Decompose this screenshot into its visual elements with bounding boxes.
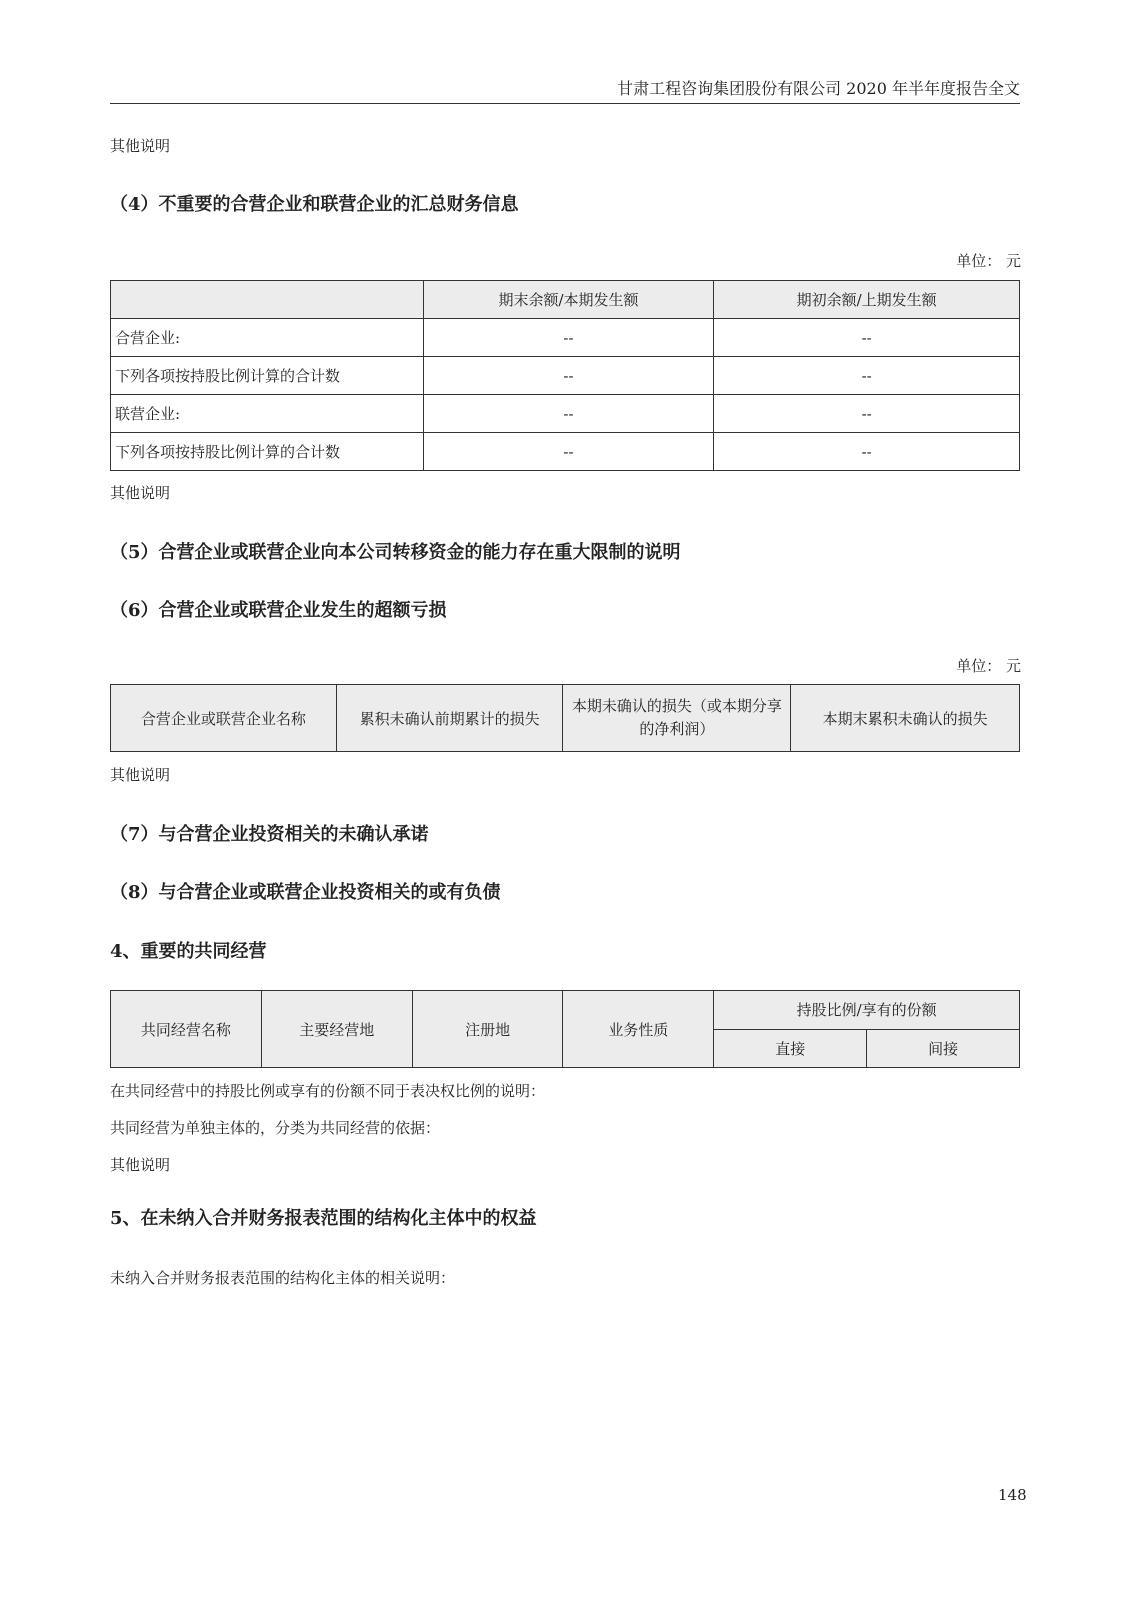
table-row — [111, 357, 1020, 395]
header-cell-accumulated-loss: 本期末累积未确认的损失 — [791, 685, 1020, 752]
row-begin-value: -- — [714, 395, 1020, 433]
header-cell-current-loss: 本期未确认的损失（或本期分享的净利润） — [563, 685, 791, 752]
other-note-2: 其他说明 — [110, 484, 171, 502]
row-end-value: -- — [423, 395, 714, 433]
header-cell-end: 期末余额/本期发生额 — [423, 281, 714, 319]
joint-note-2: 共同经营为单独主体的，分类为共同经营的依据： — [110, 1119, 441, 1137]
part-5-title: 5、在未纳入合并财务报表范围的结构化主体中的权益 — [110, 1208, 537, 1229]
row-label: 下列各项按持股比例计算的合计数 — [111, 357, 424, 395]
other-note-1: 其他说明 — [110, 137, 171, 155]
section-6-title: （6）合营企业或联营企业发生的超额亏损 — [110, 600, 447, 621]
table-header-row — [111, 991, 1020, 1030]
row-label: 下列各项按持股比例计算的合计数 — [111, 433, 424, 471]
section-7-title: （7）与合营企业投资相关的未确认承诺 — [110, 824, 429, 845]
table-row — [111, 433, 1020, 471]
header-cell-indirect: 间接 — [867, 1029, 1020, 1068]
table-header-row — [111, 281, 1020, 319]
row-end-value: -- — [423, 433, 714, 471]
part-5-note: 未纳入合并财务报表范围的结构化主体的相关说明： — [110, 1269, 456, 1287]
unit-label-2: 单位： 元 — [956, 657, 1021, 675]
header-cell-company-name: 合营企业或联营企业名称 — [111, 685, 337, 752]
header-cell-operation-name: 共同经营名称 — [111, 991, 262, 1068]
table-row — [111, 395, 1020, 433]
header-cell-prior-loss: 累积未确认前期累计的损失 — [336, 685, 563, 752]
row-end-value: -- — [423, 357, 714, 395]
joint-operations-table — [110, 990, 1020, 1068]
section-8-title: （8）与合营企业或联营企业投资相关的或有负债 — [110, 882, 501, 903]
header-cell-direct: 直接 — [714, 1029, 867, 1068]
row-end-value: -- — [423, 319, 714, 357]
header-cell-share-ratio: 持股比例/享有的份额 — [714, 991, 1020, 1030]
section-5-title: （5）合营企业或联营企业向本公司转移资金的能力存在重大限制的说明 — [110, 542, 681, 563]
page-header: 甘肃工程咨询集团股份有限公司 2020 年半年度报告全文 — [110, 76, 1020, 104]
row-begin-value: -- — [714, 357, 1020, 395]
summary-financial-table — [110, 280, 1020, 471]
header-cell-main-location: 主要经营地 — [261, 991, 412, 1068]
excess-loss-table — [110, 684, 1020, 752]
joint-note-3: 其他说明 — [110, 1156, 171, 1174]
section-4-title: （4）不重要的合营企业和联营企业的汇总财务信息 — [110, 194, 519, 215]
unit-label-1: 单位： 元 — [956, 252, 1021, 270]
row-label: 合营企业: — [111, 319, 424, 357]
part-4-title: 4、重要的共同经营 — [110, 941, 267, 962]
joint-note-1: 在共同经营中的持股比例或享有的份额不同于表决权比例的说明： — [110, 1082, 546, 1100]
page-number: 148 — [998, 1486, 1027, 1504]
other-note-3: 其他说明 — [110, 766, 171, 784]
table-row — [111, 319, 1020, 357]
header-cell-begin: 期初余额/上期发生额 — [714, 281, 1020, 319]
table-header-row — [111, 685, 1020, 752]
row-begin-value: -- — [714, 433, 1020, 471]
row-begin-value: -- — [714, 319, 1020, 357]
row-label: 联营企业: — [111, 395, 424, 433]
header-cell-empty — [111, 281, 424, 319]
header-cell-business-nature: 业务性质 — [563, 991, 714, 1068]
header-cell-registered-location: 注册地 — [412, 991, 563, 1068]
